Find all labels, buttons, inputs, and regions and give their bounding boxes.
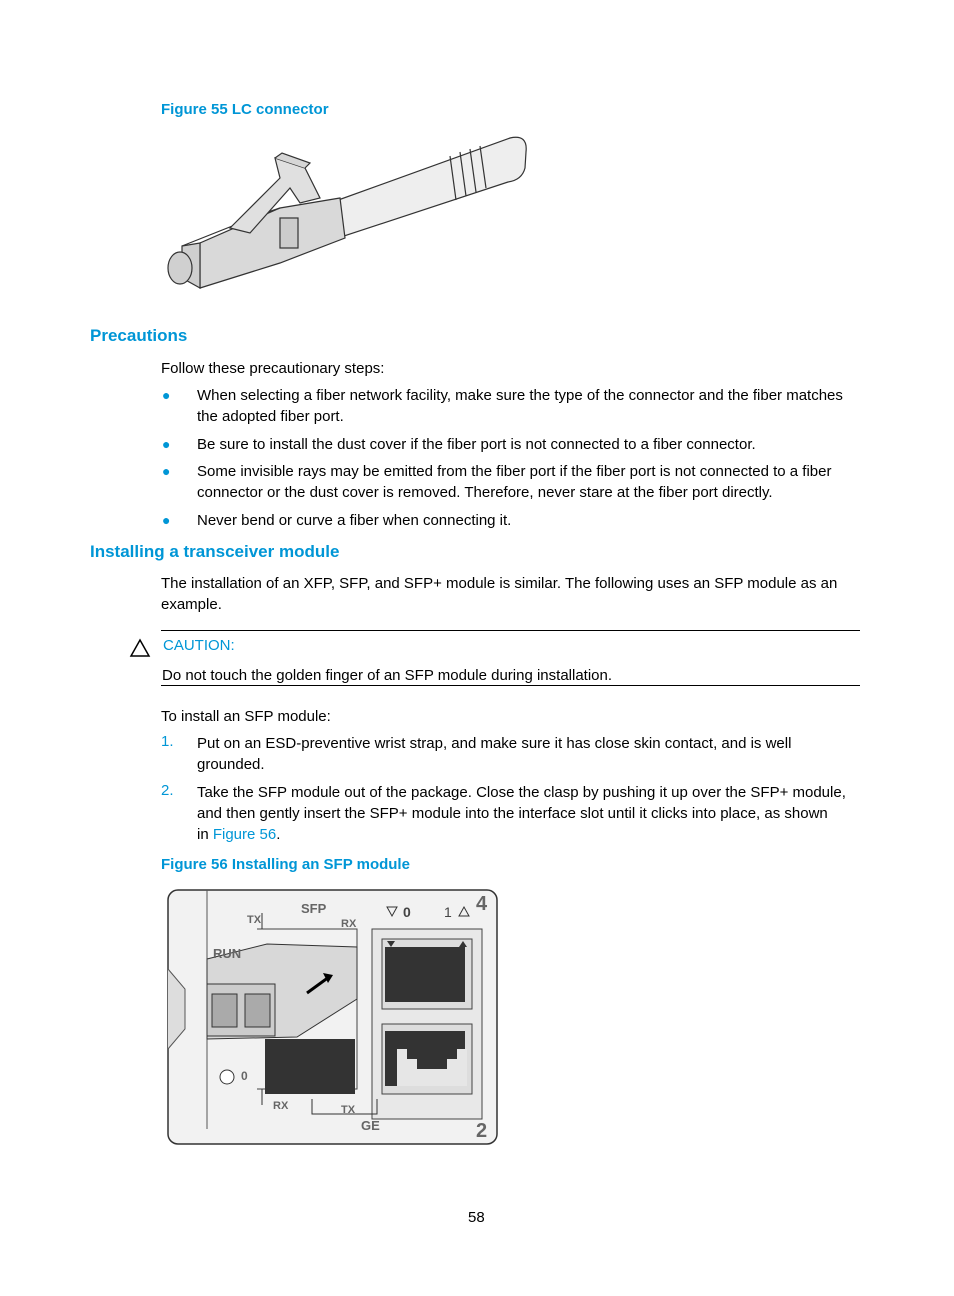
bullet-icon: ●: [162, 463, 171, 479]
step-1-line-2: grounded.: [197, 756, 265, 773]
step-1-number: 1.: [161, 733, 174, 750]
step-1-line-1: Put on an ESD-preventive wrist strap, and make sure it has close skin contact, and is well: [197, 735, 792, 752]
sfp-illustration-drawing: [167, 889, 498, 1145]
run-label: RUN: [213, 946, 242, 961]
zero-led-label: 0: [241, 1069, 248, 1083]
bullet-icon: ●: [162, 436, 171, 452]
bullet-icon: ●: [162, 387, 171, 403]
led-1-label: 1: [444, 904, 452, 920]
ge-label: GE: [361, 1118, 380, 1133]
page-number: 58: [468, 1209, 485, 1226]
rx-top-label: RX: [341, 918, 357, 930]
caution-bottom-rule: [161, 685, 860, 686]
precaution-item-1-line-1: When selecting a fiber network facility, make sure the type of the connector and the fiber matches: [197, 387, 843, 404]
lc-connector-illustration: [160, 128, 540, 298]
rx-bottom-label: RX: [273, 1100, 289, 1112]
sfp-label: SFP: [301, 901, 327, 916]
tx-top-label: TX: [247, 914, 262, 926]
port-2-label: 2: [476, 1120, 488, 1142]
installing-intro-line-2: example.: [161, 596, 222, 613]
precaution-item-1-line-2: the adopted fiber port.: [197, 408, 344, 425]
led-0-label: 0: [403, 904, 411, 920]
precautions-heading: Precautions: [90, 326, 188, 345]
steps-intro: To install an SFP module:: [161, 708, 331, 725]
installing-intro-line-1: The installation of an XFP, SFP, and SFP+ module is similar. The following uses an SFP module as an: [161, 575, 838, 592]
figure-56-caption: Figure 56 Installing an SFP module: [161, 856, 410, 873]
step-2-line-2: and then gently insert the SFP+ module into the interface slot until it clicks into place, as shown: [197, 805, 828, 822]
precaution-item-2: Be sure to install the dust cover if the fiber port is not connected to a fiber connector.: [197, 436, 756, 453]
step-2-line-3: [197, 824, 280, 845]
bullet-icon: ●: [162, 512, 171, 528]
warning-triangle-icon: [129, 638, 151, 658]
caution-top-rule: [161, 630, 860, 631]
step-2-number: 2.: [161, 782, 174, 799]
precautions-intro: Follow these precautionary steps:: [161, 360, 385, 377]
port-4-label: 4: [476, 893, 488, 915]
figure-55-caption: Figure 55 LC connector: [161, 101, 329, 118]
figure-56-link[interactable]: Figure 56: [212, 826, 277, 843]
tx-bottom-label: TX: [341, 1104, 356, 1116]
precaution-item-3-line-1: Some invisible rays may be emitted from the fiber port if the fiber port is not connected to a fiber: [197, 463, 832, 480]
sfp-installation-illustration: [167, 889, 498, 1145]
step-2-prefix: in: [197, 826, 213, 843]
caution-text: Do not touch the golden finger of an SFP module during installation.: [162, 667, 613, 684]
caution-label: CAUTION:: [163, 637, 235, 654]
precaution-item-4: Never bend or curve a fiber when connecting it.: [197, 512, 512, 529]
step-2-suffix: .: [276, 826, 281, 843]
installing-heading: Installing a transceiver module: [90, 542, 340, 561]
step-2-line-1: Take the SFP module out of the package. Close the clasp by pushing it up over the SFP+ module,: [197, 784, 846, 801]
precaution-item-3-line-2: connector or the dust cover is removed. Therefore, never stare at the fiber port directly.: [197, 484, 773, 501]
